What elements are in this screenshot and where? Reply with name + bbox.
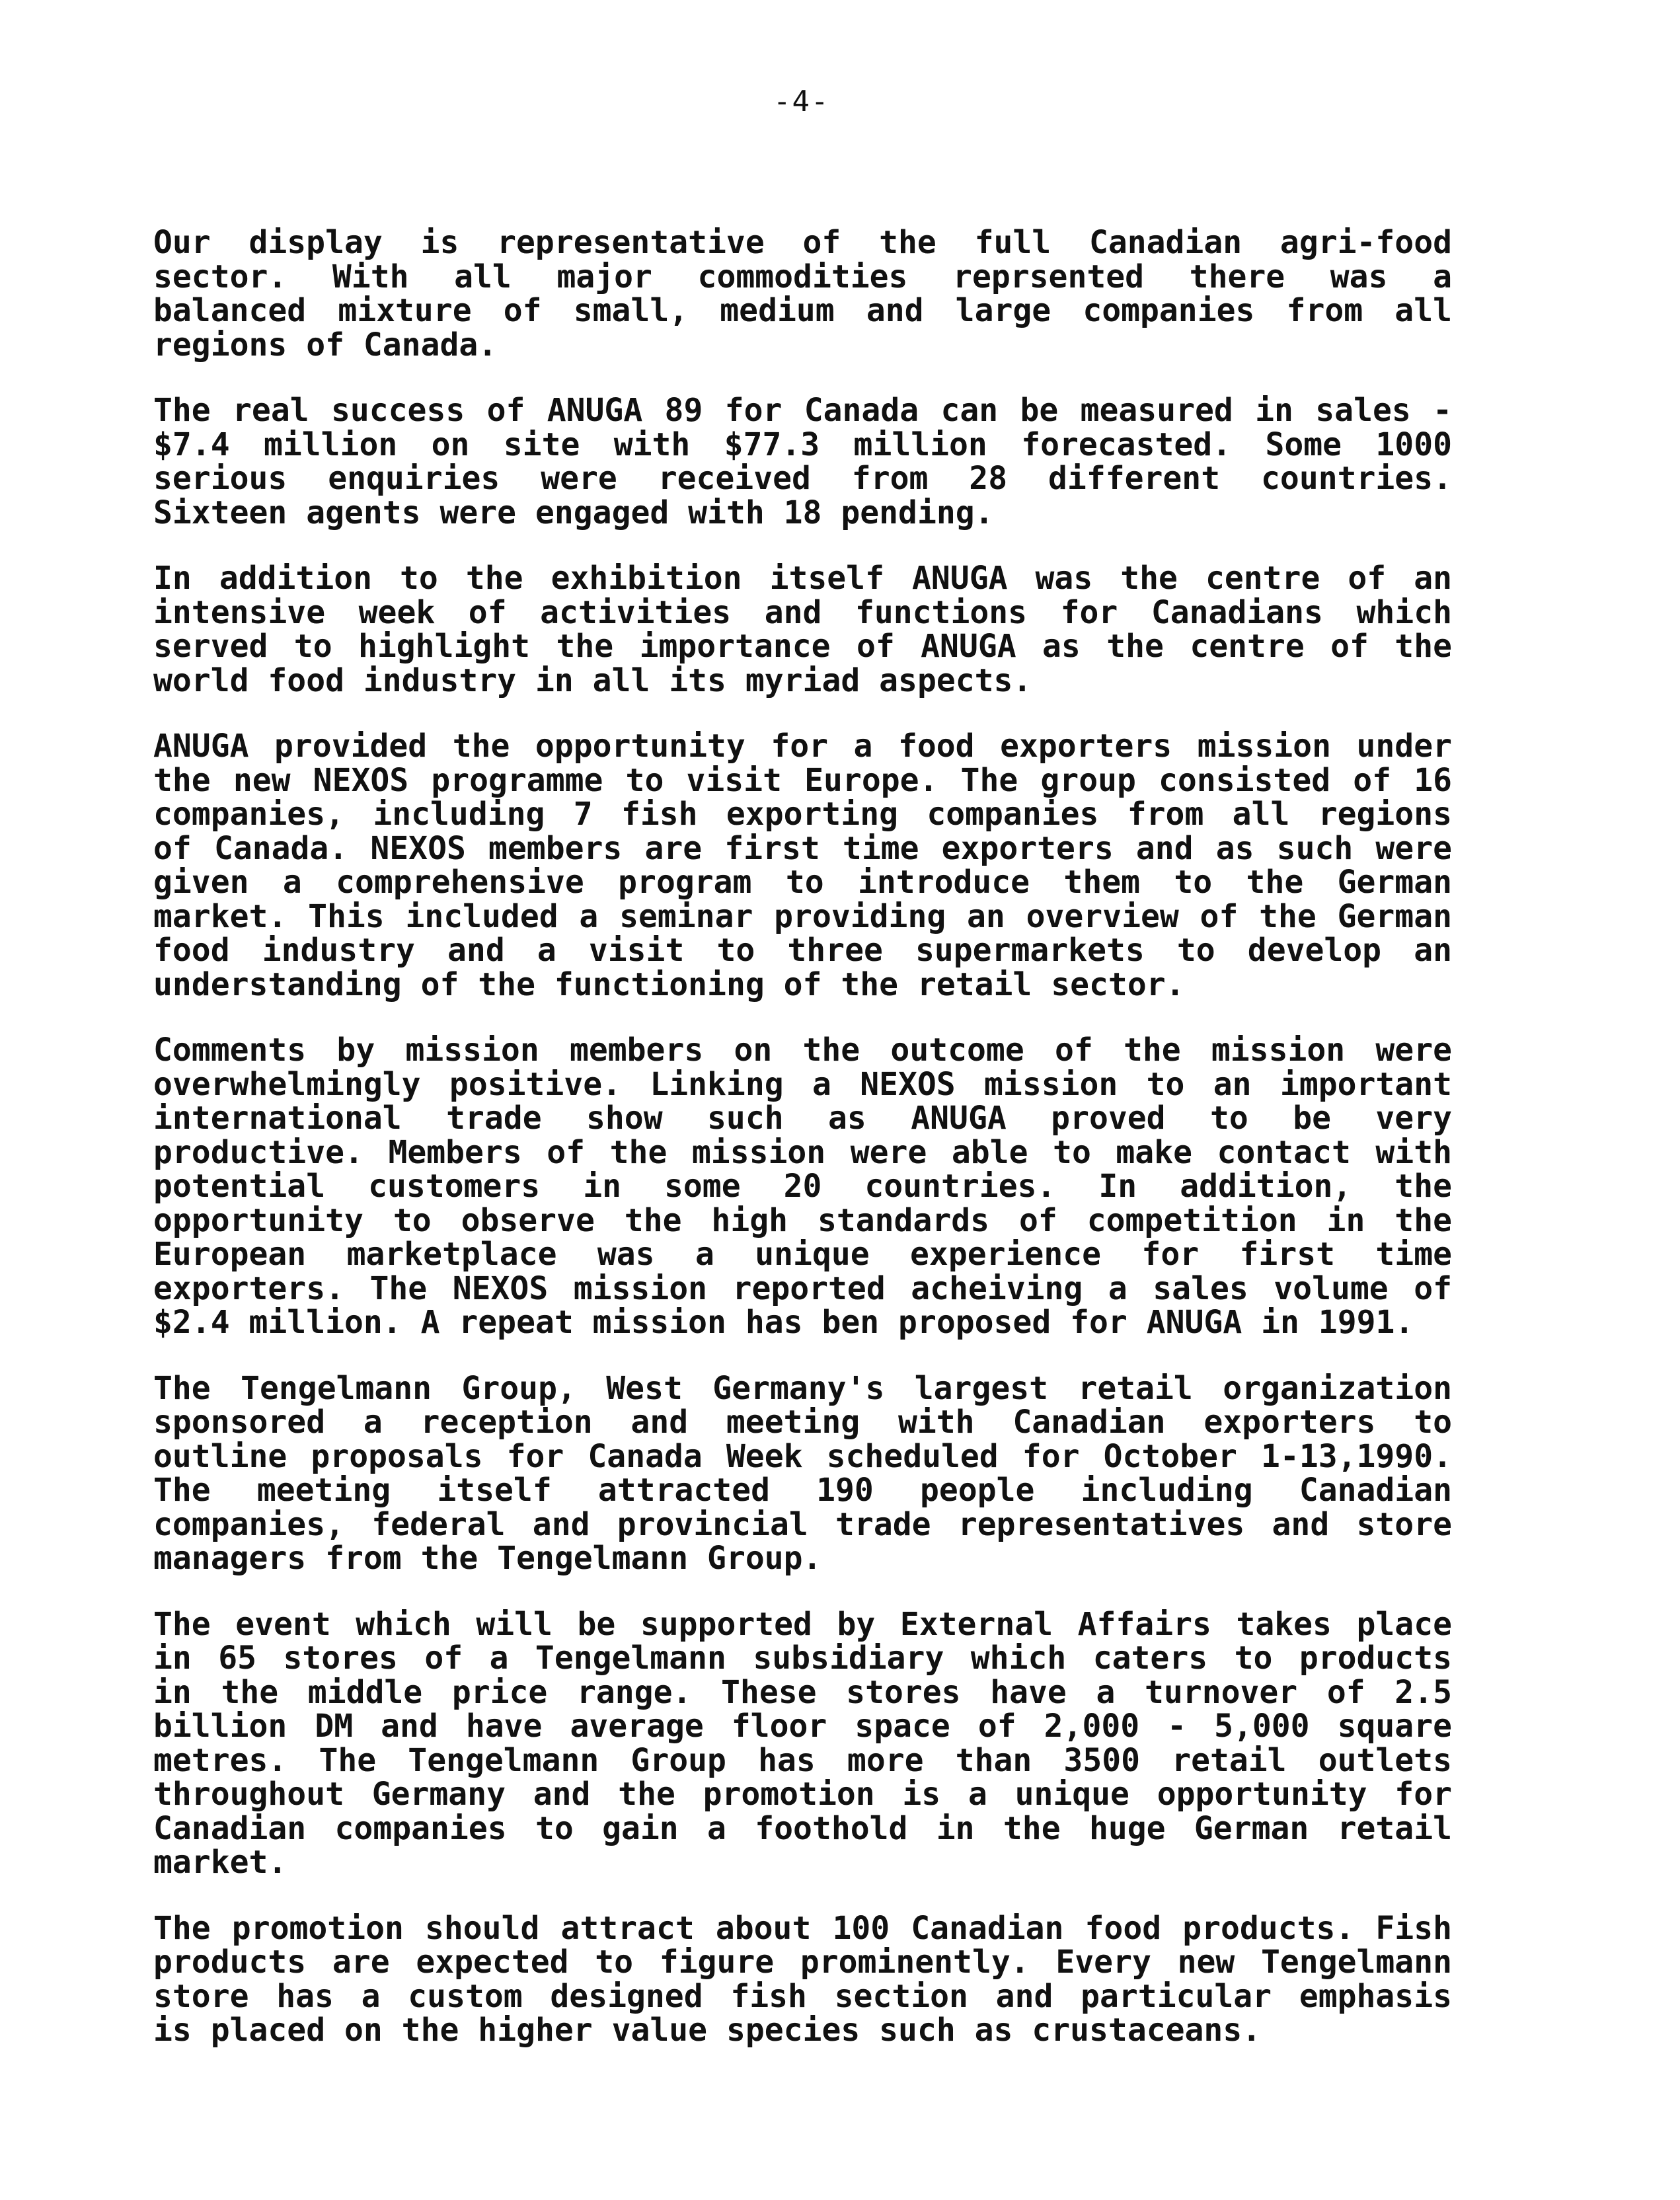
text-line: regions of Canada.: [153, 328, 498, 362]
body-text: [153, 226, 1452, 2080]
paragraph: [153, 1912, 1452, 2048]
text-line: The real success of ANUGA 89 for Canada can be measured in sales -: [153, 394, 1452, 428]
text-line: The event which will be supported by External Affairs takes place: [153, 1607, 1452, 1642]
text-line: $2.4 million. A repeat mission has ben proposed for ANUGA in 1991.: [153, 1306, 1414, 1340]
text-line: given a comprehensive program to introduce them to the German: [153, 866, 1452, 900]
text-line: store has a custom designed fish section and particular emphasis: [153, 1979, 1452, 2014]
text-line: products are expected to figure prominently. Every new Tengelmann: [153, 1946, 1452, 1980]
text-line: $7.4 million on site with $77.3 million forecasted. Some 1000: [153, 428, 1452, 462]
text-line: exporters. The NEXOS mission reported acheiving a sales volume of: [153, 1271, 1452, 1306]
text-line: In addition to the exhibition itself ANUGA was the centre of an: [153, 562, 1452, 596]
text-line: the new NEXOS programme to visit Europe. The group consisted of 16: [153, 763, 1452, 798]
paragraph: [153, 562, 1452, 698]
paragraph: [153, 730, 1452, 1002]
text-line: The promotion should attract about 100 Canadian food products. Fish: [153, 1911, 1452, 1946]
page-number: -4-: [773, 85, 830, 118]
text-line: Canadian companies to gain a foothold in the huge German retail: [153, 1811, 1452, 1846]
text-line: serious enquiries were received from 28 different countries.: [153, 462, 1452, 496]
text-line: Comments by mission members on the outcome of the mission were: [153, 1034, 1452, 1068]
text-line: The meeting itself attracted 190 people including Canadian: [153, 1474, 1452, 1508]
text-line: world food industry in all its myriad aspects.: [153, 664, 1032, 698]
paragraph: [153, 1372, 1452, 1576]
text-line: productive. Members of the mission were able to make contact with: [153, 1135, 1452, 1170]
text-line: served to highlight the importance of ANUGA as the centre of the: [153, 630, 1452, 664]
paragraph: [153, 394, 1452, 530]
text-line: sponsored a reception and meeting with Canadian exporters to: [153, 1406, 1452, 1440]
text-line: managers from the Tengelmann Group.: [153, 1542, 822, 1576]
text-line: sector. With all major commodities reprsented there was a: [153, 260, 1452, 294]
text-line: potential customers in some 20 countries. In addition, the: [153, 1170, 1452, 1204]
text-line: metres. The Tengelmann Group has more than 3500 retail outlets: [153, 1743, 1452, 1778]
text-line: international trade show such as ANUGA proved to be very: [153, 1102, 1452, 1136]
text-line: The Tengelmann Group, West Germany's largest retail organization: [153, 1371, 1452, 1406]
text-line: opportunity to observe the high standards of competition in the: [153, 1203, 1452, 1238]
text-line: ANUGA provided the opportunity for a food exporters mission under: [153, 730, 1452, 764]
text-line: outline proposals for Canada Week scheduled for October 1-13,1990.: [153, 1439, 1452, 1474]
text-line: food industry and a visit to three supermarkets to develop an: [153, 934, 1452, 968]
text-line: intensive week of activities and functions for Canadians which: [153, 595, 1452, 630]
text-line: understanding of the functioning of the retail sector.: [153, 967, 1185, 1002]
text-line: market. This included a seminar providing an overview of the German: [153, 899, 1452, 934]
text-line: market.: [153, 1846, 287, 1880]
text-line: overwhelmingly positive. Linking a NEXOS mission to an important: [153, 1067, 1452, 1102]
text-line: in 65 stores of a Tengelmann subsidiary which caters to products: [153, 1642, 1452, 1676]
text-line: Sixteen agents were engaged with 18 pending.: [153, 496, 994, 530]
paragraph: [153, 1034, 1452, 1340]
text-line: is placed on the higher value species such as crustaceans.: [153, 2014, 1262, 2048]
text-line: companies, including 7 fish exporting companies from all regions: [153, 798, 1452, 832]
paragraph: [153, 1608, 1452, 1880]
text-line: companies, federal and provincial trade representatives and store: [153, 1507, 1452, 1542]
paragraph: [153, 226, 1452, 362]
text-line: of Canada. NEXOS members are first time exporters and as such were: [153, 831, 1452, 866]
text-line: throughout Germany and the promotion is a unique opportunity for: [153, 1778, 1452, 1812]
text-line: European marketplace was a unique experience for first time: [153, 1238, 1452, 1272]
text-line: billion DM and have average floor space of 2,000 - 5,000 square: [153, 1710, 1452, 1744]
text-line: balanced mixture of small, medium and large companies from all: [153, 294, 1452, 328]
text-line: in the middle price range. These stores have a turnover of 2.5: [153, 1675, 1452, 1710]
text-line: Our display is representative of the full Canadian agri-food: [153, 226, 1452, 260]
